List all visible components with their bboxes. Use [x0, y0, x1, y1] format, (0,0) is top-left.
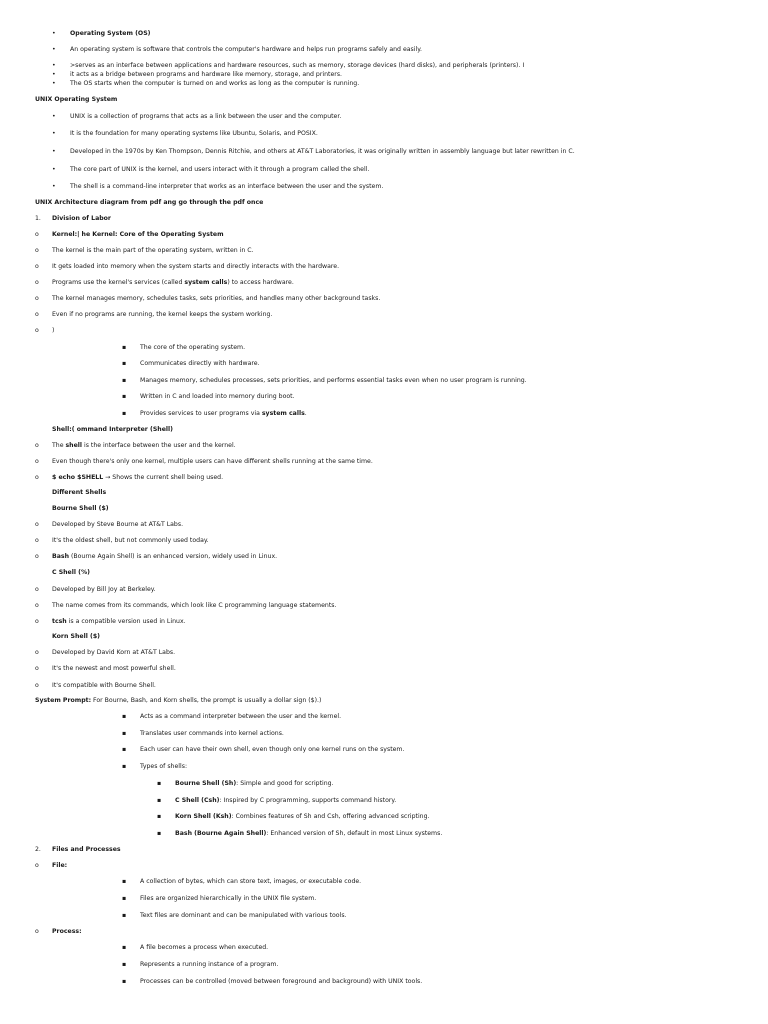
line-text: Developed in the 1970s by Ken Thompson, Dennis Ritchie, and others at AT&T Laboratories, it was originally written in assembly language but later rewritten in C.: [70, 148, 575, 155]
line-text: Files are organized hierarchically in the UNIX file system.: [140, 895, 317, 902]
line-text: Even though there's only one kernel, multiple users can have different shells running at the same time.: [52, 458, 373, 465]
list-marker: o: [35, 458, 39, 465]
line-text: Communicates directly with hardware.: [140, 360, 260, 367]
line-text: it acts as a bridge between programs and hardware like memory, storage, and printers.: [70, 71, 343, 78]
line-text: Developed by David Korn at AT&T Labs.: [52, 649, 176, 656]
list-marker: o: [35, 862, 39, 869]
line-text: It's the oldest shell, but not commonly used today.: [52, 537, 209, 544]
list-marker: •: [52, 183, 56, 190]
list-marker: •: [52, 71, 56, 78]
line-text: A collection of bytes, which can store text, images, or executable code.: [140, 878, 362, 885]
list-marker: ▪: [122, 746, 127, 753]
line-text: Division of Labor: [52, 215, 111, 222]
list-marker: o: [35, 602, 39, 609]
line-text: ): [52, 327, 55, 334]
list-marker: o: [35, 928, 39, 935]
list-marker: ▪: [157, 830, 162, 837]
list-marker: ▪: [122, 344, 127, 351]
line-text: Korn Shell (Ksh): Combines features of Sh and Csh, offering advanced scripting.: [175, 813, 430, 820]
line-text: Bash (Bourne Again Shell) is an enhanced version, widely used in Linux.: [52, 553, 278, 560]
line-text: Processes can be controlled (moved between foreground and background) with UNIX tools.: [140, 978, 423, 985]
line-text: Kernel:| he Kernel: Core of the Operating System: [52, 231, 224, 238]
line-text: A file becomes a process when executed.: [140, 944, 269, 951]
list-marker: •: [52, 30, 56, 37]
list-marker: o: [35, 263, 39, 270]
line-text: Types of shells:: [140, 763, 188, 770]
line-text: Manages memory, schedules processes, sets priorities, and performs essential tasks even when no user program is running.: [140, 377, 527, 384]
line-text: Shell:( ommand Interpreter (Shell): [52, 426, 173, 433]
list-marker: ▪: [122, 713, 127, 720]
line-text: File:: [52, 862, 68, 869]
list-marker: 2.: [35, 846, 41, 853]
line-text: C Shell (%): [52, 569, 91, 576]
list-marker: •: [52, 62, 56, 69]
line-text: An operating system is software that controls the computer's hardware and helps run programs safely and easily.: [70, 46, 422, 53]
line-text: The core of the operating system.: [140, 344, 246, 351]
list-marker: o: [35, 665, 39, 672]
list-marker: ▪: [157, 813, 162, 820]
line-text: UNIX is a collection of programs that acts as a link between the user and the computer.: [70, 113, 342, 120]
line-text: Text files are dominant and can be manipulated with various tools.: [140, 912, 347, 919]
list-marker: ▪: [122, 878, 127, 885]
list-marker: o: [35, 231, 39, 238]
list-marker: ▪: [122, 978, 127, 985]
line-text: C Shell (Csh): Inspired by C programming, supports command history.: [175, 797, 397, 804]
line-text: >serves as an interface between applications and hardware resources, such as memory, storage devices (hard disks), and peripherals (printers). I: [70, 62, 525, 69]
line-text: The name comes from its commands, which look like C programming language statements.: [52, 602, 337, 609]
list-marker: o: [35, 521, 39, 528]
line-text: Represents a running instance of a program.: [140, 961, 279, 968]
list-marker: ▪: [122, 961, 127, 968]
list-marker: o: [35, 247, 39, 254]
list-marker: •: [52, 113, 56, 120]
line-text: $ echo $SHELL → Shows the current shell being used.: [52, 474, 224, 481]
line-text: Developed by Bill Joy at Berkeley.: [52, 586, 156, 593]
line-text: System Prompt: For Bourne, Bash, and Korn shells, the prompt is usually a dollar sign ($).): [35, 697, 322, 704]
list-marker: o: [35, 682, 39, 689]
list-marker: o: [35, 618, 39, 625]
line-text: Bourne Shell ($): [52, 505, 109, 512]
list-marker: ▪: [122, 912, 127, 919]
list-marker: •: [52, 166, 56, 173]
line-text: The core part of UNIX is the kernel, and users interact with it through a program called the shell.: [70, 166, 370, 173]
line-text: The kernel manages memory, schedules tasks, sets priorities, and handles many other background tasks.: [52, 295, 381, 302]
line-text: Bourne Shell (Sh): Simple and good for scripting.: [175, 780, 334, 787]
list-marker: •: [52, 46, 56, 53]
line-text: Different Shells: [52, 489, 107, 496]
list-marker: ▪: [122, 730, 127, 737]
list-marker: o: [35, 442, 39, 449]
list-marker: •: [52, 80, 56, 87]
line-text: It gets loaded into memory when the system starts and directly interacts with the hardware.: [52, 263, 340, 270]
line-text: Programs use the kernel's services (called system calls) to access hardware.: [52, 279, 294, 286]
line-text: tcsh is a compatible version used in Linux.: [52, 618, 186, 625]
list-marker: ▪: [122, 393, 127, 400]
list-marker: •: [52, 148, 56, 155]
line-text: Provides services to user programs via system calls.: [140, 410, 307, 417]
list-marker: o: [35, 586, 39, 593]
list-marker: o: [35, 537, 39, 544]
list-marker: o: [35, 295, 39, 302]
list-marker: 1.: [35, 215, 41, 222]
list-marker: ▪: [157, 797, 162, 804]
list-marker: ▪: [122, 360, 127, 367]
list-marker: o: [35, 474, 39, 481]
line-text: UNIX Architecture diagram from pdf ang go through the pdf once: [35, 199, 264, 206]
list-marker: ▪: [122, 377, 127, 384]
list-marker: o: [35, 327, 39, 334]
line-text: Acts as a command interpreter between the user and the kernel.: [140, 713, 342, 720]
list-marker: ▪: [122, 944, 127, 951]
list-marker: o: [35, 311, 39, 318]
line-text: Written in C and loaded into memory during boot.: [140, 393, 295, 400]
line-text: Files and Processes: [52, 846, 121, 853]
line-text: Korn Shell ($): [52, 633, 100, 640]
line-text: It is the foundation for many operating systems like Ubuntu, Solaris, and POSIX.: [70, 130, 318, 137]
line-text: The OS starts when the computer is turned on and works as long as the computer is running.: [70, 80, 360, 87]
list-marker: o: [35, 279, 39, 286]
line-text: Translates user commands into kernel actions.: [140, 730, 284, 737]
line-text: It's the newest and most powerful shell.: [52, 665, 176, 672]
line-text: Even if no programs are running, the kernel keeps the system working.: [52, 311, 273, 318]
list-marker: o: [35, 649, 39, 656]
line-text: The shell is a command-line interpreter that works as an interface between the user and the system.: [70, 183, 384, 190]
list-marker: ▪: [157, 780, 162, 787]
list-marker: ▪: [122, 410, 127, 417]
line-text: The kernel is the main part of the operating system, written in C.: [52, 247, 254, 254]
line-text: UNIX Operating System: [35, 96, 118, 103]
list-marker: •: [52, 130, 56, 137]
line-text: Developed by Steve Bourne at AT&T Labs.: [52, 521, 184, 528]
line-text: Each user can have their own shell, even though only one kernel runs on the system.: [140, 746, 405, 753]
line-text: Process:: [52, 928, 82, 935]
list-marker: ▪: [122, 763, 127, 770]
line-text: Bash (Bourne Again Shell): Enhanced version of Sh, default in most Linux systems.: [175, 830, 443, 837]
line-text: The shell is the interface between the user and the kernel.: [52, 442, 236, 449]
list-marker: o: [35, 553, 39, 560]
line-text: Operating System (OS): [70, 30, 151, 37]
line-text: It's compatible with Bourne Shell.: [52, 682, 156, 689]
list-marker: ▪: [122, 895, 127, 902]
